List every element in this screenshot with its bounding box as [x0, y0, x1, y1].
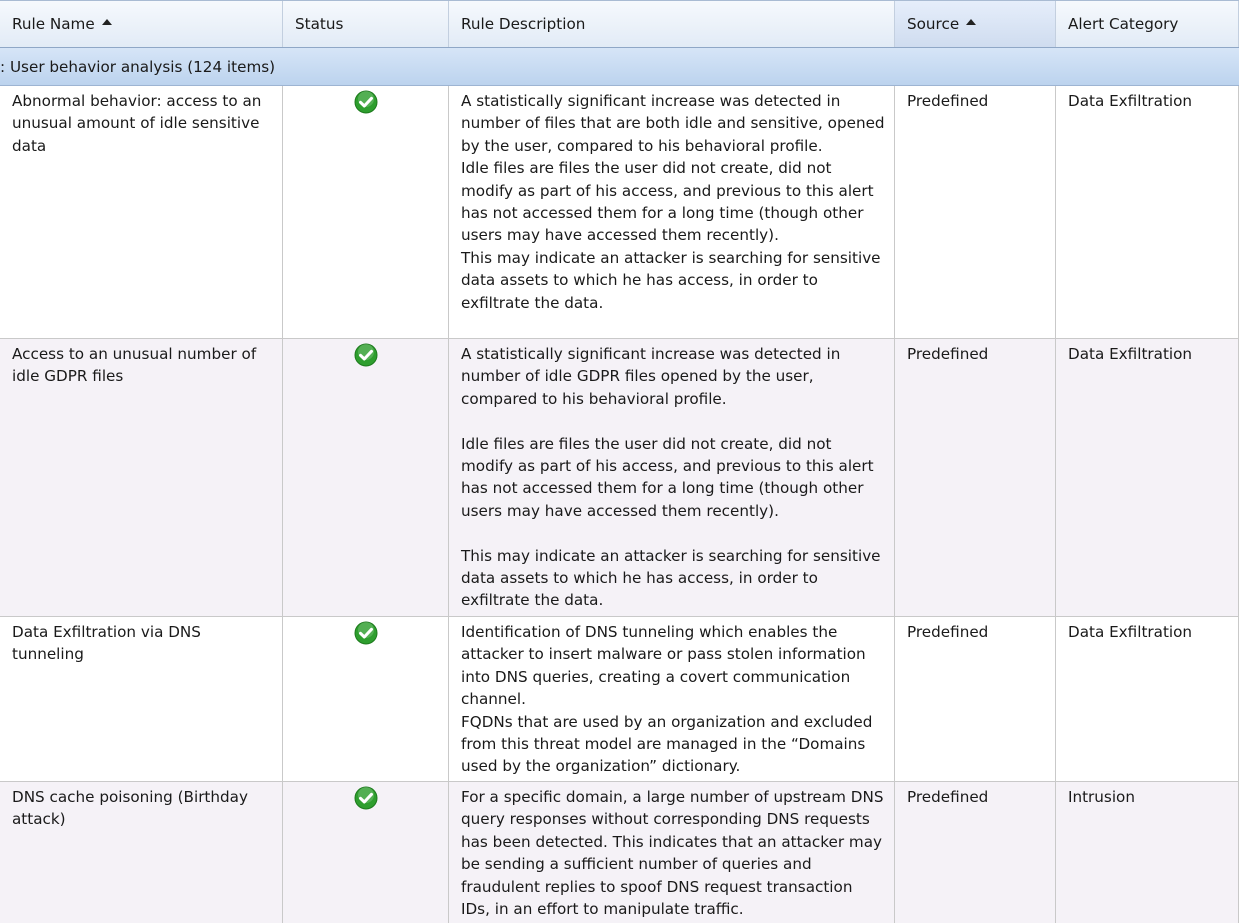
- description-paragraph: Identification of DNS tunneling which enables the attacker to insert malware or pass stolen information into DNS queries, creating a covert communication channel.: [461, 623, 866, 709]
- rule-name-cell: DNS cache poisoning (Birthday attack): [0, 782, 283, 923]
- status-cell: [283, 617, 449, 781]
- status-cell: [283, 782, 449, 923]
- rule-description-cell: [449, 782, 895, 923]
- column-header-label: Rule Description: [461, 15, 586, 33]
- column-header-label: Source: [907, 15, 960, 33]
- alert-category-cell: Data Exfiltration: [1056, 617, 1239, 781]
- rule-description-cell: [449, 86, 895, 338]
- description-paragraph: A statistically significant increase was detected in number of idle GDPR files opened by the user, compared to his behavioral profile.: [461, 345, 841, 408]
- table-row[interactable]: [0, 782, 1239, 923]
- description-paragraph: Idle files are files the user did not create, did not modify as part of his access, and previous to this alert has not accessed them for a long time (though other users may have accessed them recently).: [461, 434, 874, 520]
- column-header-status[interactable]: [283, 1, 449, 47]
- sort-ascending-icon: [102, 19, 112, 25]
- column-header-alert-category[interactable]: [1056, 1, 1239, 47]
- alert-category-cell: Intrusion: [1056, 782, 1239, 923]
- alert-category-cell: Data Exfiltration: [1056, 339, 1239, 616]
- alert-category-cell: Data Exfiltration: [1056, 86, 1239, 338]
- group-header-user-behavior-analysis[interactable]: [0, 48, 1239, 86]
- source-cell: Predefined: [895, 86, 1056, 338]
- sort-ascending-icon: [966, 19, 976, 25]
- table-row[interactable]: [0, 617, 1239, 782]
- column-header-label: Status: [295, 15, 344, 33]
- column-header-rule-name[interactable]: [0, 1, 283, 47]
- description-paragraph: This may indicate an attacker is searching for sensitive data assets to which he has access, in order to exfiltrate the data.: [461, 546, 881, 610]
- check-circle-icon: [354, 786, 378, 810]
- rule-description-cell: [449, 339, 895, 616]
- column-header-label: Alert Category: [1068, 15, 1179, 33]
- column-header-rule-description[interactable]: [449, 1, 895, 47]
- description-paragraph: A statistically significant increase was detected in number of files that are both idle and sensitive, opened by the user, compared to his behavioral profile.: [461, 92, 885, 155]
- table-row[interactable]: [0, 86, 1239, 339]
- check-circle-icon: [354, 343, 378, 367]
- rule-description-cell: [449, 617, 895, 781]
- column-header-source[interactable]: [895, 1, 1056, 47]
- description-paragraph: For a specific domain, a large number of upstream DNS query responses without corresponding DNS requests has been detected. This indicates that an attacker may be sending a sufficient number of queries and fraudulent replies to spoof DNS request transaction IDs, in an effort to manipulate traffic.: [461, 788, 884, 919]
- status-cell: [283, 86, 449, 338]
- status-cell: [283, 339, 449, 616]
- rule-name-cell: Data Exfiltration via DNS tunneling: [0, 617, 283, 781]
- group-label: : User behavior analysis (124 items): [0, 57, 276, 76]
- table-row[interactable]: [0, 339, 1239, 617]
- rule-name-cell: Abnormal behavior: access to an unusual amount of idle sensitive data: [0, 86, 283, 338]
- source-cell: Predefined: [895, 339, 1056, 616]
- description-paragraph: Idle files are files the user did not create, did not modify as part of his access, and previous to this alert has not accessed them for a long time (though other users may have accessed them recently).: [461, 159, 874, 245]
- rule-name-cell: Access to an unusual number of idle GDPR files: [0, 339, 283, 616]
- description-paragraph: This may indicate an attacker is searching for sensitive data assets to which he has access, in order to exfiltrate the data.: [461, 248, 881, 312]
- column-header-row: [0, 0, 1239, 48]
- source-cell: Predefined: [895, 782, 1056, 923]
- source-cell: Predefined: [895, 617, 1056, 781]
- check-circle-icon: [354, 621, 378, 645]
- description-paragraph: FQDNs that are used by an organization and excluded from this threat model are managed in the “Domains used by the organization” dictionary.: [461, 712, 873, 776]
- column-header-label: Rule Name: [12, 15, 95, 33]
- check-circle-icon: [354, 90, 378, 114]
